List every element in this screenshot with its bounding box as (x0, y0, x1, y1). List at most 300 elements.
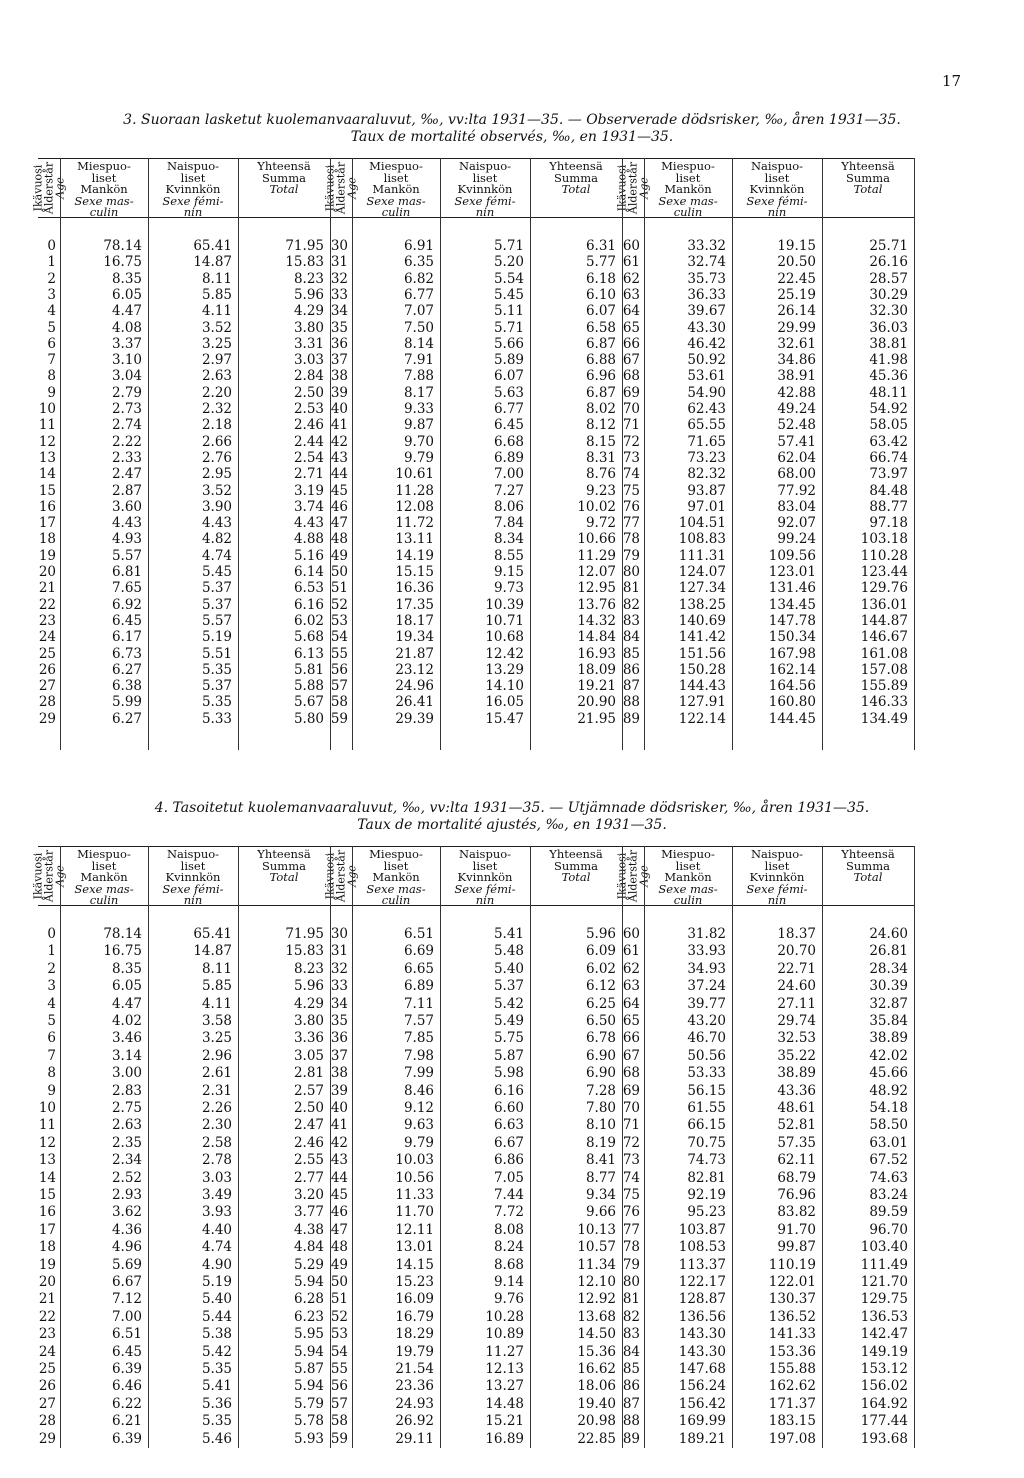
table-row (330, 961, 622, 977)
table-row (38, 926, 330, 942)
table-row (38, 1083, 330, 1099)
female-rate-cell: 2.97 (201, 352, 232, 369)
table-row (330, 580, 622, 596)
total-header-line: Summa (262, 858, 306, 873)
table-row (38, 1117, 330, 1133)
total-rate-cell: 5.94 (293, 1274, 324, 1290)
age-header-line: Ålderstår (334, 849, 348, 903)
age-cell: 21 (38, 580, 56, 597)
male-rate-cell: 16.79 (395, 1308, 434, 1325)
table-row (622, 1135, 914, 1151)
age-header-line: Age (637, 177, 651, 199)
female-rate-cell: 29.74 (777, 1013, 816, 1029)
male-rate-cell: 65.55 (687, 417, 726, 434)
total-rate-cell: 10.02 (577, 498, 616, 515)
male-rate-cell: 29.11 (395, 1430, 434, 1447)
male-rate-cell: 156.24 (678, 1378, 726, 1395)
male-rate-cell: 6.45 (111, 612, 142, 629)
table-3-subtitle: Taux de mortalité observés, ‰, en 1931—35. (350, 129, 674, 145)
total-rate-cell: 103.40 (860, 1239, 908, 1256)
female-rate-cell: 5.98 (493, 1065, 524, 1082)
total-rate-cell: 15.83 (285, 254, 324, 271)
age-header-line: Ikävuosi (31, 852, 45, 900)
male-rate-cell: 4.47 (111, 303, 142, 320)
age-cell: 36 (330, 335, 348, 352)
female-rate-cell: 5.45 (201, 564, 232, 580)
table-row (330, 1152, 622, 1168)
male-header-line: liset (383, 858, 409, 873)
total-rate-cell: 66.74 (869, 449, 908, 466)
male-rate-cell: 33.32 (687, 238, 726, 254)
male-rate-cell: 19.34 (395, 629, 434, 646)
total-rate-cell: 9.72 (585, 515, 616, 532)
total-rate-cell: 13.68 (577, 1308, 616, 1325)
female-rate-cell: 5.19 (201, 629, 232, 646)
female-rate-cell: 18.37 (777, 926, 816, 942)
age-cell: 20 (38, 1274, 56, 1290)
age-cell: 38 (330, 368, 348, 385)
table-row (622, 1274, 914, 1290)
total-rate-cell: 136.01 (860, 596, 908, 613)
female-rate-cell: 5.75 (493, 1030, 524, 1047)
male-rate-cell: 136.56 (678, 1308, 726, 1325)
age-cell: 60 (622, 238, 640, 254)
male-rate-cell: 2.52 (111, 1169, 142, 1186)
table-row (330, 1222, 622, 1238)
table-row (38, 385, 330, 401)
table-group (31, 158, 330, 750)
male-rate-cell: 6.46 (111, 1378, 142, 1395)
female-rate-cell: 5.35 (201, 1413, 232, 1430)
male-rate-cell: 15.15 (395, 564, 434, 580)
male-header-line: liset (675, 858, 701, 873)
table-row (622, 1048, 914, 1064)
table-row (38, 368, 330, 384)
total-rate-cell: 35.84 (869, 1013, 908, 1029)
total-rate-cell: 6.12 (585, 978, 616, 995)
female-rate-cell: 20.50 (777, 254, 816, 271)
male-header-line: Miespuo- (77, 159, 131, 173)
table-row (38, 1030, 330, 1046)
age-cell: 31 (330, 943, 348, 960)
table-row (622, 254, 914, 270)
age-cell: 20 (38, 564, 56, 580)
male-rate-cell: 37.24 (687, 978, 726, 995)
table-row (330, 1170, 622, 1186)
table-row (38, 336, 330, 352)
total-rate-cell: 4.84 (293, 1239, 324, 1256)
male-rate-cell: 108.53 (678, 1239, 726, 1256)
female-rate-cell: 3.93 (201, 1204, 232, 1221)
age-cell: 34 (330, 303, 348, 320)
total-rate-cell: 5.67 (293, 694, 324, 711)
age-cell: 49 (330, 1256, 348, 1273)
male-rate-cell: 3.46 (111, 1030, 142, 1047)
female-rate-cell: 2.78 (201, 1152, 232, 1169)
male-rate-cell: 6.67 (111, 1274, 142, 1290)
table-row (622, 499, 914, 515)
male-header-line: Sexe mas- (366, 881, 426, 896)
age-header-line: Ålderstår (42, 849, 56, 903)
male-rate-cell: 2.87 (111, 482, 142, 499)
male-rate-cell: 4.43 (111, 515, 142, 532)
female-rate-cell: 99.24 (777, 531, 816, 548)
age-cell: 55 (330, 645, 348, 662)
total-rate-cell: 18.09 (577, 661, 616, 678)
age-cell: 88 (622, 694, 640, 711)
age-cell: 62 (622, 270, 640, 287)
female-rate-cell: 7.84 (493, 515, 524, 532)
age-cell: 19 (38, 1256, 56, 1273)
female-rate-cell: 5.51 (201, 645, 232, 662)
male-header (60, 159, 148, 217)
total-rate-cell: 6.88 (585, 352, 616, 369)
total-rate-cell: 2.71 (293, 466, 324, 483)
age-cell: 0 (47, 926, 56, 942)
table-row (330, 711, 622, 727)
male-rate-cell: 7.57 (403, 1013, 434, 1029)
table-row (330, 597, 622, 613)
female-header-line: liset (472, 858, 498, 873)
male-rate-cell: 13.01 (395, 1239, 434, 1256)
female-rate-cell: 3.58 (201, 1013, 232, 1029)
male-rate-cell: 53.61 (687, 368, 726, 385)
female-rate-cell: 48.61 (777, 1100, 816, 1116)
total-rate-cell: 5.88 (293, 678, 324, 695)
male-rate-cell: 6.81 (111, 564, 142, 580)
total-rate-cell: 146.33 (860, 694, 908, 711)
female-rate-cell: 2.58 (201, 1134, 232, 1151)
female-rate-cell: 3.49 (201, 1187, 232, 1203)
female-rate-cell: 2.63 (201, 368, 232, 385)
total-rate-cell: 6.87 (585, 384, 616, 401)
age-cell: 22 (38, 1308, 56, 1325)
table-row (622, 694, 914, 710)
male-header-line: Mankön (372, 870, 420, 884)
table-row (330, 303, 622, 319)
male-header-line: Mankön (80, 182, 128, 196)
total-rate-cell: 12.10 (577, 1274, 616, 1290)
female-rate-cell: 5.35 (201, 1361, 232, 1377)
female-header-line: nin (767, 205, 787, 219)
total-header-line: Summa (846, 170, 890, 185)
female-header-line: Sexe fémi- (454, 193, 516, 208)
age-cell: 18 (38, 531, 56, 548)
female-rate-cell: 4.74 (201, 1239, 232, 1256)
total-rate-cell: 5.80 (293, 710, 324, 727)
table-row (330, 1396, 622, 1412)
age-cell: 13 (38, 449, 56, 466)
table-row (330, 678, 622, 694)
male-header-line: culin (673, 205, 703, 219)
female-rate-cell: 12.13 (485, 1361, 524, 1377)
table-row (330, 564, 622, 580)
male-rate-cell: 10.61 (395, 466, 434, 483)
female-rate-cell: 5.42 (201, 1343, 232, 1360)
female-rate-cell: 99.87 (777, 1239, 816, 1256)
table-row (330, 401, 622, 417)
age-cell: 2 (47, 960, 56, 977)
total-header-line: Total (269, 870, 299, 884)
female-rate-cell: 27.11 (777, 995, 816, 1012)
total-rate-cell: 6.90 (585, 1047, 616, 1064)
female-rate-cell: 76.96 (777, 1187, 816, 1203)
male-rate-cell: 128.87 (678, 1291, 726, 1308)
male-rate-cell: 143.30 (678, 1343, 726, 1360)
total-rate-cell: 2.84 (293, 368, 324, 385)
table-3 (31, 158, 950, 750)
female-rate-cell: 7.00 (493, 466, 524, 483)
male-rate-cell: 9.63 (403, 1117, 434, 1134)
table-row (330, 254, 622, 270)
male-rate-cell: 169.99 (678, 1413, 726, 1430)
total-rate-cell: 6.10 (585, 286, 616, 303)
age-cell: 31 (330, 254, 348, 271)
age-cell: 33 (330, 286, 348, 303)
female-rate-cell: 5.57 (201, 612, 232, 629)
age-cell: 57 (330, 1395, 348, 1412)
female-rate-cell: 153.36 (768, 1343, 816, 1360)
male-rate-cell: 46.70 (687, 1030, 726, 1047)
male-rate-cell: 4.02 (111, 1013, 142, 1029)
age-cell: 6 (47, 335, 56, 352)
total-rate-cell: 5.77 (585, 254, 616, 271)
age-cell: 9 (47, 384, 56, 401)
female-rate-cell: 2.95 (201, 466, 232, 483)
male-header-line: Mankön (664, 182, 712, 196)
female-header-line: liset (764, 858, 790, 873)
table-row (622, 1291, 914, 1307)
table-row (330, 613, 622, 629)
male-rate-cell: 34.93 (687, 960, 726, 977)
total-rate-cell: 8.23 (293, 270, 324, 287)
male-rate-cell: 8.17 (403, 384, 434, 401)
table-row (38, 597, 330, 613)
male-rate-cell: 151.56 (678, 645, 726, 662)
total-rate-cell: 5.68 (293, 629, 324, 646)
age-header-line: Ålderstår (334, 161, 348, 215)
female-rate-cell: 91.70 (777, 1221, 816, 1238)
male-rate-cell: 12.08 (395, 498, 434, 515)
female-rate-cell: 5.20 (493, 254, 524, 271)
age-cell: 26 (38, 1378, 56, 1395)
table-row (38, 531, 330, 547)
age-header-line: Ålderstår (42, 161, 56, 215)
table-row (330, 662, 622, 678)
age-cell: 39 (330, 384, 348, 401)
age-cell: 43 (330, 1152, 348, 1169)
male-rate-cell: 78.14 (103, 238, 142, 254)
age-cell: 89 (622, 710, 640, 727)
age-cell: 0 (47, 238, 56, 254)
table-row (622, 711, 914, 727)
age-cell: 47 (330, 1221, 348, 1238)
age-cell: 33 (330, 978, 348, 995)
total-header-line: Yhteensä (257, 847, 311, 861)
male-header-line: culin (673, 893, 703, 907)
female-rate-cell: 9.14 (493, 1274, 524, 1290)
male-rate-cell: 4.47 (111, 995, 142, 1012)
age-cell: 8 (47, 1065, 56, 1082)
table-row (38, 1344, 330, 1360)
male-rate-cell: 14.19 (395, 547, 434, 564)
total-rate-cell: 111.49 (860, 1256, 908, 1273)
age-cell: 48 (330, 531, 348, 548)
age-cell: 73 (622, 449, 640, 466)
female-rate-cell: 62.04 (777, 449, 816, 466)
male-rate-cell: 93.87 (687, 482, 726, 499)
total-header-line: Total (561, 182, 591, 196)
female-rate-cell: 10.89 (485, 1326, 524, 1343)
female-rate-cell: 5.87 (493, 1047, 524, 1064)
male-rate-cell: 104.51 (678, 515, 726, 532)
female-rate-cell: 8.55 (493, 547, 524, 564)
age-cell: 52 (330, 1308, 348, 1325)
age-cell: 50 (330, 1274, 348, 1290)
male-rate-cell: 6.51 (403, 926, 434, 942)
table-row (622, 1309, 914, 1325)
male-rate-cell: 7.50 (403, 319, 434, 336)
female-rate-cell: 5.54 (493, 270, 524, 287)
total-rate-cell: 155.89 (860, 678, 908, 695)
age-cell: 49 (330, 547, 348, 564)
male-rate-cell: 7.65 (111, 580, 142, 597)
table-row (330, 385, 622, 401)
table-row (622, 1239, 914, 1255)
female-rate-cell: 5.19 (201, 1274, 232, 1290)
age-cell: 76 (622, 1204, 640, 1221)
female-header-line: Kvinnkön (749, 182, 805, 196)
total-rate-cell: 5.94 (293, 1378, 324, 1395)
male-rate-cell: 4.93 (111, 531, 142, 548)
age-cell: 6 (47, 1030, 56, 1047)
male-rate-cell: 8.35 (111, 960, 142, 977)
female-rate-cell: 109.56 (768, 547, 816, 564)
female-rate-cell: 3.90 (201, 498, 232, 515)
total-rate-cell: 28.34 (869, 960, 908, 977)
female-rate-cell: 5.71 (493, 319, 524, 336)
table-group (615, 158, 914, 750)
female-header-line: Sexe fémi- (454, 881, 516, 896)
male-rate-cell: 23.36 (395, 1378, 434, 1395)
male-rate-cell: 7.00 (111, 1308, 142, 1325)
male-rate-cell: 50.92 (687, 352, 726, 369)
age-cell: 32 (330, 960, 348, 977)
total-rate-cell: 8.19 (585, 1134, 616, 1151)
male-rate-cell: 4.08 (111, 319, 142, 336)
table-row (622, 1152, 914, 1168)
total-rate-cell: 36.03 (869, 319, 908, 336)
table-row (622, 320, 914, 336)
table-row (330, 1291, 622, 1307)
male-rate-cell: 103.87 (678, 1221, 726, 1238)
female-rate-cell: 5.49 (493, 1013, 524, 1029)
age-cell: 66 (622, 335, 640, 352)
female-rate-cell: 26.14 (777, 303, 816, 320)
female-header-line: Kvinnkön (749, 870, 805, 884)
male-rate-cell: 11.72 (395, 515, 434, 532)
total-rate-cell: 144.87 (860, 612, 908, 629)
male-rate-cell: 156.42 (678, 1395, 726, 1412)
table-row (622, 1204, 914, 1220)
male-rate-cell: 2.34 (111, 1152, 142, 1169)
total-rate-cell: 6.90 (585, 1065, 616, 1082)
table-row (38, 646, 330, 662)
male-rate-cell: 10.03 (395, 1152, 434, 1169)
female-rate-cell: 122.01 (768, 1274, 816, 1290)
column-header-row (323, 158, 622, 219)
table-row (330, 352, 622, 368)
table-row (622, 1065, 914, 1081)
female-rate-cell: 38.91 (777, 368, 816, 385)
total-rate-cell: 177.44 (860, 1413, 908, 1430)
age-cell: 80 (622, 1274, 640, 1290)
total-rate-cell: 149.19 (860, 1343, 908, 1360)
age-cell: 44 (330, 1169, 348, 1186)
age-cell: 16 (38, 498, 56, 515)
total-rate-cell: 67.52 (869, 1152, 908, 1169)
total-rate-cell: 121.70 (860, 1274, 908, 1290)
table-row (38, 320, 330, 336)
age-cell: 67 (622, 1047, 640, 1064)
table-row (622, 1170, 914, 1186)
female-rate-cell: 147.78 (768, 612, 816, 629)
female-rate-cell: 4.74 (201, 547, 232, 564)
female-rate-cell: 6.60 (493, 1100, 524, 1116)
female-rate-cell: 164.56 (768, 678, 816, 695)
age-cell: 42 (330, 433, 348, 450)
total-rate-cell: 2.46 (293, 1134, 324, 1151)
age-cell: 53 (330, 612, 348, 629)
age-cell: 58 (330, 1413, 348, 1430)
table-row (622, 515, 914, 531)
male-rate-cell: 9.79 (403, 1134, 434, 1151)
female-rate-cell: 32.61 (777, 335, 816, 352)
total-rate-cell: 89.59 (869, 1204, 908, 1221)
male-rate-cell: 6.27 (111, 710, 142, 727)
total-rate-cell: 2.81 (293, 1065, 324, 1082)
age-cell: 88 (622, 1413, 640, 1430)
total-rate-cell: 6.02 (293, 612, 324, 629)
total-rate-cell: 3.03 (293, 352, 324, 369)
female-rate-cell: 15.21 (485, 1413, 524, 1430)
table-row (622, 1344, 914, 1360)
male-rate-cell: 82.32 (687, 466, 726, 483)
age-cell: 44 (330, 466, 348, 483)
female-header-line: liset (472, 170, 498, 185)
female-header-line: Naispuo- (458, 159, 512, 173)
age-cell: 62 (622, 960, 640, 977)
male-rate-cell: 97.01 (687, 498, 726, 515)
table-row (622, 548, 914, 564)
female-rate-cell: 5.35 (201, 694, 232, 711)
total-rate-cell: 30.39 (869, 978, 908, 995)
total-rate-cell: 2.50 (293, 1100, 324, 1116)
table-row (330, 320, 622, 336)
total-header (822, 847, 914, 905)
female-rate-cell: 6.77 (493, 401, 524, 417)
male-rate-cell: 39.77 (687, 995, 726, 1012)
female-rate-cell: 43.36 (777, 1082, 816, 1099)
male-rate-cell: 26.92 (395, 1413, 434, 1430)
male-rate-cell: 5.57 (111, 547, 142, 564)
female-rate-cell: 2.61 (201, 1065, 232, 1082)
total-rate-cell: 11.29 (577, 547, 616, 564)
female-rate-cell: 8.24 (493, 1239, 524, 1256)
table-row (622, 1413, 914, 1429)
table-row (622, 303, 914, 319)
female-header-line: Naispuo- (166, 847, 220, 861)
